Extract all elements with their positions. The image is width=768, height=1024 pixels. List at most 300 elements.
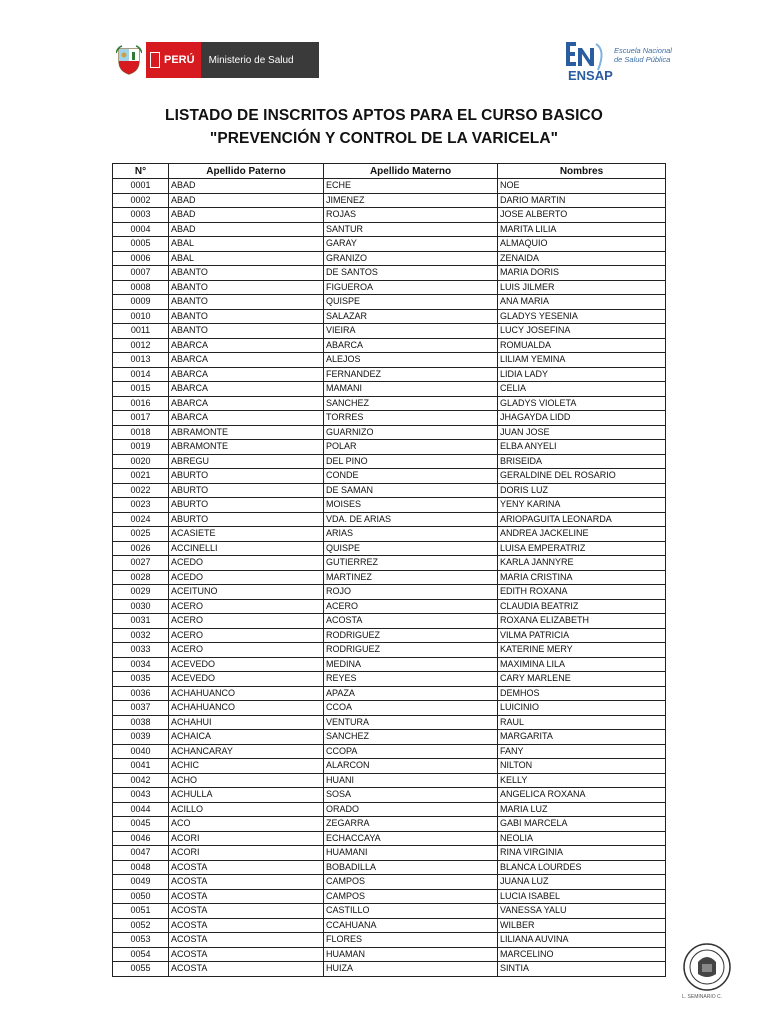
ensap-emblem-icon (562, 40, 614, 84)
cell-given-names: MARGARITA (498, 730, 666, 745)
cell-number: 0007 (113, 266, 169, 281)
cell-maternal-surname: QUISPE (324, 541, 498, 556)
cell-paternal-surname: ACEITUNO (169, 585, 324, 600)
cell-maternal-surname: SOSA (324, 788, 498, 803)
cell-given-names: RAUL (498, 715, 666, 730)
cell-paternal-surname: ACHAHUANCO (169, 686, 324, 701)
cell-number: 0037 (113, 701, 169, 716)
official-seal (682, 942, 732, 992)
table-row (113, 193, 666, 208)
cell-given-names: FANY (498, 744, 666, 759)
table-row (113, 382, 666, 397)
cell-maternal-surname: CCOA (324, 701, 498, 716)
cell-number: 0022 (113, 483, 169, 498)
ensap-name-line-2: de Salud Pública (614, 55, 671, 64)
table-row (113, 425, 666, 440)
table-row (113, 773, 666, 788)
table-row (113, 918, 666, 933)
cell-given-names: ROMUALDA (498, 338, 666, 353)
table-row (113, 179, 666, 194)
cell-given-names: JUANA LUZ (498, 875, 666, 890)
cell-maternal-surname: HUAMANI (324, 846, 498, 861)
cell-number: 0017 (113, 411, 169, 426)
cell-paternal-surname: ACASIETE (169, 527, 324, 542)
table-row (113, 933, 666, 948)
cell-given-names: LILIANA AUVINA (498, 933, 666, 948)
cell-paternal-surname: ACERO (169, 599, 324, 614)
cell-given-names: ANDREA JACKELINE (498, 527, 666, 542)
cell-paternal-surname: ACOSTA (169, 860, 324, 875)
cell-number: 0049 (113, 875, 169, 890)
cell-given-names: MARIA CRISTINA (498, 570, 666, 585)
country-label: PERÚ (164, 54, 195, 66)
cell-given-names: GLADYS YESENIA (498, 309, 666, 324)
cell-maternal-surname: HUANI (324, 773, 498, 788)
cell-paternal-surname: ABARCA (169, 411, 324, 426)
table-row (113, 280, 666, 295)
cell-number: 0036 (113, 686, 169, 701)
cell-paternal-surname: ACHANCARAY (169, 744, 324, 759)
cell-number: 0004 (113, 222, 169, 237)
table-row (113, 266, 666, 281)
cell-paternal-surname: ABURTO (169, 512, 324, 527)
cell-maternal-surname: GUARNIZO (324, 425, 498, 440)
cell-number: 0003 (113, 208, 169, 223)
cell-given-names: NOE (498, 179, 666, 194)
table-row (113, 527, 666, 542)
table-row (113, 614, 666, 629)
cell-maternal-surname: FIGUEROA (324, 280, 498, 295)
cell-number: 0030 (113, 599, 169, 614)
cell-given-names: DARIO MARTIN (498, 193, 666, 208)
ensap-name (614, 46, 672, 64)
ministry-label: Ministerio de Salud (208, 54, 294, 66)
table-row (113, 570, 666, 585)
ministry-brand-block (201, 42, 319, 78)
cell-number: 0012 (113, 338, 169, 353)
cell-paternal-surname: ACHAHUI (169, 715, 324, 730)
cell-given-names: KATERINE MERY (498, 643, 666, 658)
cell-paternal-surname: ABARCA (169, 353, 324, 368)
cell-paternal-surname: ABARCA (169, 396, 324, 411)
cell-maternal-surname: ECHACCAYA (324, 831, 498, 846)
cell-paternal-surname: ACHO (169, 773, 324, 788)
cell-paternal-surname: ABAD (169, 193, 324, 208)
cell-maternal-surname: VIEIRA (324, 324, 498, 339)
cell-number: 0005 (113, 237, 169, 252)
ensap-logo (562, 40, 682, 84)
column-header-number: N° (113, 164, 169, 179)
cell-maternal-surname: SANCHEZ (324, 396, 498, 411)
cell-number: 0052 (113, 918, 169, 933)
cell-paternal-surname: ACERO (169, 628, 324, 643)
cell-maternal-surname: RODRIGUEZ (324, 628, 498, 643)
cell-paternal-surname: ABURTO (169, 469, 324, 484)
cell-paternal-surname: ABURTO (169, 498, 324, 513)
cell-maternal-surname: JIMENEZ (324, 193, 498, 208)
cell-paternal-surname: ACEDO (169, 570, 324, 585)
cell-number: 0010 (113, 309, 169, 324)
cell-maternal-surname: CAMPOS (324, 875, 498, 890)
cell-given-names: VANESSA YALU (498, 904, 666, 919)
table-row (113, 585, 666, 600)
table-row (113, 440, 666, 455)
cell-given-names: CELIA (498, 382, 666, 397)
cell-paternal-surname: ABARCA (169, 367, 324, 382)
cell-given-names: ZENAIDA (498, 251, 666, 266)
cell-number: 0048 (113, 860, 169, 875)
cell-number: 0008 (113, 280, 169, 295)
cell-given-names: EDITH ROXANA (498, 585, 666, 600)
cell-number: 0051 (113, 904, 169, 919)
cell-given-names: LILIAM YEMINA (498, 353, 666, 368)
cell-number: 0055 (113, 962, 169, 977)
cell-maternal-surname: FERNANDEZ (324, 367, 498, 382)
cell-number: 0025 (113, 527, 169, 542)
table-header-row (113, 164, 666, 179)
cell-number: 0043 (113, 788, 169, 803)
cell-number: 0029 (113, 585, 169, 600)
cell-maternal-surname: APAZA (324, 686, 498, 701)
cell-paternal-surname: ACOSTA (169, 947, 324, 962)
cell-maternal-surname: CAMPOS (324, 889, 498, 904)
cell-given-names: LUCY JOSEFINA (498, 324, 666, 339)
cell-given-names: NILTON (498, 759, 666, 774)
cell-paternal-surname: ACOSTA (169, 962, 324, 977)
minsa-logo (112, 42, 319, 78)
cell-given-names: MARCELINO (498, 947, 666, 962)
cell-maternal-surname: DEL PINO (324, 454, 498, 469)
table-row (113, 759, 666, 774)
cell-given-names: SINTIA (498, 962, 666, 977)
cell-number: 0042 (113, 773, 169, 788)
cell-maternal-surname: MEDINA (324, 657, 498, 672)
cell-paternal-surname: ACHAHUANCO (169, 701, 324, 716)
cell-paternal-surname: ABANTO (169, 295, 324, 310)
seal-caption: L. SEMINARIO C. (682, 994, 723, 1000)
cell-number: 0053 (113, 933, 169, 948)
table-row (113, 295, 666, 310)
cell-number: 0015 (113, 382, 169, 397)
cell-maternal-surname: ABARCA (324, 338, 498, 353)
cell-number: 0024 (113, 512, 169, 527)
cell-maternal-surname: GUTIERREZ (324, 556, 498, 571)
cell-paternal-surname: ACORI (169, 846, 324, 861)
cell-maternal-surname: SANTUR (324, 222, 498, 237)
cell-given-names: DORIS LUZ (498, 483, 666, 498)
table-row (113, 512, 666, 527)
table-row (113, 556, 666, 571)
cell-number: 0047 (113, 846, 169, 861)
cell-number: 0023 (113, 498, 169, 513)
cell-given-names: NEOLIA (498, 831, 666, 846)
cell-given-names: GABI MARCELA (498, 817, 666, 832)
cell-number: 0006 (113, 251, 169, 266)
cell-given-names: JHAGAYDA LIDD (498, 411, 666, 426)
cell-paternal-surname: ACOSTA (169, 889, 324, 904)
document-title-line-2: "PREVENCIÓN Y CONTROL DE LA VARICELA" (209, 130, 559, 147)
cell-maternal-surname: BOBADILLA (324, 860, 498, 875)
cell-maternal-surname: DE SANTOS (324, 266, 498, 281)
cell-paternal-surname: ACHULLA (169, 788, 324, 803)
cell-maternal-surname: ALARCON (324, 759, 498, 774)
cell-given-names: GLADYS VIOLETA (498, 396, 666, 411)
cell-maternal-surname: ARIAS (324, 527, 498, 542)
cell-maternal-surname: GARAY (324, 237, 498, 252)
cell-paternal-surname: ABAD (169, 222, 324, 237)
cell-paternal-surname: ACHAICA (169, 730, 324, 745)
cell-paternal-surname: ACORI (169, 831, 324, 846)
cell-given-names: CARY MARLENE (498, 672, 666, 687)
cell-paternal-surname: ABRAMONTE (169, 425, 324, 440)
table-row (113, 483, 666, 498)
cell-paternal-surname: ABANTO (169, 309, 324, 324)
cell-maternal-surname: VENTURA (324, 715, 498, 730)
cell-number: 0026 (113, 541, 169, 556)
cell-given-names: YENY KARINA (498, 498, 666, 513)
column-header-paternal-surname: Apellido Paterno (169, 164, 324, 179)
cell-paternal-surname: ABARCA (169, 382, 324, 397)
cell-given-names: LUCIA ISABEL (498, 889, 666, 904)
cell-given-names: JUAN JOSE (498, 425, 666, 440)
cell-paternal-surname: ABANTO (169, 266, 324, 281)
peru-coat-of-arms-icon (112, 42, 146, 78)
cell-number: 0014 (113, 367, 169, 382)
cell-given-names: KELLY (498, 773, 666, 788)
table-row (113, 309, 666, 324)
cell-paternal-surname: ABAD (169, 179, 324, 194)
cell-number: 0041 (113, 759, 169, 774)
table-row (113, 788, 666, 803)
ensap-name-line-1: Escuela Nacional (614, 46, 672, 55)
cell-maternal-surname: ROJO (324, 585, 498, 600)
cell-number: 0027 (113, 556, 169, 571)
cell-maternal-surname: CCAHUANA (324, 918, 498, 933)
cell-number: 0038 (113, 715, 169, 730)
cell-maternal-surname: ORADO (324, 802, 498, 817)
cell-maternal-surname: QUISPE (324, 295, 498, 310)
cell-given-names: ALMAQUIO (498, 237, 666, 252)
table-row (113, 396, 666, 411)
cell-maternal-surname: CASTILLO (324, 904, 498, 919)
cell-number: 0021 (113, 469, 169, 484)
cell-maternal-surname: GRANIZO (324, 251, 498, 266)
cell-given-names: LUIS JILMER (498, 280, 666, 295)
cell-paternal-surname: ACCINELLI (169, 541, 324, 556)
cell-maternal-surname: CCOPA (324, 744, 498, 759)
cell-paternal-surname: ACEVEDO (169, 672, 324, 687)
table-row (113, 541, 666, 556)
cell-number: 0001 (113, 179, 169, 194)
ensap-acronym-text: ENSAP (568, 68, 613, 83)
document-title-line-1: LISTADO DE INSCRITOS APTOS PARA EL CURSO BASICO (165, 107, 603, 124)
cell-maternal-surname: ZEGARRA (324, 817, 498, 832)
cell-maternal-surname: DE SAMAN (324, 483, 498, 498)
cell-paternal-surname: ABANTO (169, 280, 324, 295)
cell-maternal-surname: RODRIGUEZ (324, 643, 498, 658)
cell-paternal-surname: ACILLO (169, 802, 324, 817)
cell-paternal-surname: ACHIC (169, 759, 324, 774)
cell-paternal-surname: ABURTO (169, 483, 324, 498)
table-row (113, 237, 666, 252)
table-row (113, 846, 666, 861)
cell-number: 0028 (113, 570, 169, 585)
table-row (113, 947, 666, 962)
table-row (113, 643, 666, 658)
table-row (113, 353, 666, 368)
cell-maternal-surname: MARTINEZ (324, 570, 498, 585)
cell-paternal-surname: ABREGU (169, 454, 324, 469)
cell-given-names: BLANCA LOURDES (498, 860, 666, 875)
cell-maternal-surname: SANCHEZ (324, 730, 498, 745)
column-header-maternal-surname: Apellido Materno (324, 164, 498, 179)
cell-given-names: WILBER (498, 918, 666, 933)
cell-given-names: MARIA LUZ (498, 802, 666, 817)
cell-paternal-surname: ABANTO (169, 324, 324, 339)
table-row (113, 222, 666, 237)
cell-given-names: ROXANA ELIZABETH (498, 614, 666, 629)
cell-number: 0035 (113, 672, 169, 687)
cell-maternal-surname: HUAMAN (324, 947, 498, 962)
table-row (113, 860, 666, 875)
table-row (113, 251, 666, 266)
cell-given-names: ANGELICA ROXANA (498, 788, 666, 803)
table-row (113, 672, 666, 687)
table-row (113, 208, 666, 223)
enrollee-table (112, 163, 666, 977)
cell-paternal-surname: ABRAMONTE (169, 440, 324, 455)
column-header-given-names: Nombres (498, 164, 666, 179)
cell-number: 0011 (113, 324, 169, 339)
cell-maternal-surname: ECHE (324, 179, 498, 194)
cell-number: 0002 (113, 193, 169, 208)
cell-maternal-surname: HUIZA (324, 962, 498, 977)
peru-mark-icon (150, 52, 160, 68)
cell-maternal-surname: ROJAS (324, 208, 498, 223)
cell-number: 0054 (113, 947, 169, 962)
cell-given-names: MAXIMINA LILA (498, 657, 666, 672)
table-row (113, 338, 666, 353)
cell-number: 0013 (113, 353, 169, 368)
cell-paternal-surname: ACOSTA (169, 904, 324, 919)
cell-given-names: GERALDINE DEL ROSARIO (498, 469, 666, 484)
cell-maternal-surname: REYES (324, 672, 498, 687)
cell-given-names: CLAUDIA BEATRIZ (498, 599, 666, 614)
cell-number: 0032 (113, 628, 169, 643)
cell-paternal-surname: ABAD (169, 208, 324, 223)
table-row (113, 802, 666, 817)
cell-given-names: RINA VIRGINIA (498, 846, 666, 861)
table-row (113, 686, 666, 701)
cell-maternal-surname: ACOSTA (324, 614, 498, 629)
cell-number: 0040 (113, 744, 169, 759)
cell-maternal-surname: SALAZAR (324, 309, 498, 324)
table-row (113, 701, 666, 716)
cell-number: 0046 (113, 831, 169, 846)
cell-maternal-surname: MAMANI (324, 382, 498, 397)
table-row (113, 657, 666, 672)
cell-paternal-surname: ABARCA (169, 338, 324, 353)
cell-given-names: KARLA JANNYRE (498, 556, 666, 571)
cell-number: 0050 (113, 889, 169, 904)
cell-number: 0016 (113, 396, 169, 411)
table-row (113, 628, 666, 643)
cell-given-names: ARIOPAGUITA LEONARDA (498, 512, 666, 527)
cell-number: 0019 (113, 440, 169, 455)
cell-given-names: MARITA LILIA (498, 222, 666, 237)
cell-maternal-surname: MOISES (324, 498, 498, 513)
table-row (113, 411, 666, 426)
cell-maternal-surname: CONDE (324, 469, 498, 484)
table-row (113, 324, 666, 339)
table-row (113, 599, 666, 614)
peru-brand-block (146, 42, 201, 78)
cell-maternal-surname: POLAR (324, 440, 498, 455)
cell-paternal-surname: ACOSTA (169, 933, 324, 948)
cell-paternal-surname: ACERO (169, 643, 324, 658)
table-row (113, 715, 666, 730)
cell-maternal-surname: TORRES (324, 411, 498, 426)
cell-maternal-surname: ACERO (324, 599, 498, 614)
cell-paternal-surname: ABAL (169, 251, 324, 266)
cell-paternal-surname: ACEVEDO (169, 657, 324, 672)
cell-paternal-surname: ACERO (169, 614, 324, 629)
cell-number: 0020 (113, 454, 169, 469)
table-row (113, 454, 666, 469)
cell-paternal-surname: ACEDO (169, 556, 324, 571)
cell-given-names: VILMA PATRICIA (498, 628, 666, 643)
cell-number: 0045 (113, 817, 169, 832)
cell-number: 0044 (113, 802, 169, 817)
cell-number: 0033 (113, 643, 169, 658)
cell-given-names: ELBA ANYELI (498, 440, 666, 455)
cell-given-names: ANA MARIA (498, 295, 666, 310)
cell-number: 0039 (113, 730, 169, 745)
cell-paternal-surname: ACOSTA (169, 918, 324, 933)
table-row (113, 498, 666, 513)
table-row (113, 817, 666, 832)
cell-given-names: LUISA EMPERATRIZ (498, 541, 666, 556)
table-row (113, 904, 666, 919)
cell-given-names: JOSE ALBERTO (498, 208, 666, 223)
seal-stamp-icon (682, 942, 732, 992)
cell-given-names: LUICINIO (498, 701, 666, 716)
table-row (113, 469, 666, 484)
cell-given-names: BRISEIDA (498, 454, 666, 469)
cell-given-names: DEMHOS (498, 686, 666, 701)
cell-paternal-surname: ACO (169, 817, 324, 832)
table-row (113, 962, 666, 977)
cell-maternal-surname: FLORES (324, 933, 498, 948)
table-row (113, 875, 666, 890)
cell-number: 0031 (113, 614, 169, 629)
table-body (113, 179, 666, 977)
cell-number: 0009 (113, 295, 169, 310)
cell-given-names: LIDIA LADY (498, 367, 666, 382)
cell-number: 0018 (113, 425, 169, 440)
cell-maternal-surname: VDA. DE ARIAS (324, 512, 498, 527)
table-row (113, 367, 666, 382)
cell-paternal-surname: ACOSTA (169, 875, 324, 890)
table-row (113, 889, 666, 904)
table-row (113, 831, 666, 846)
table-row (113, 730, 666, 745)
cell-given-names: MARIA DORIS (498, 266, 666, 281)
cell-maternal-surname: ALEJOS (324, 353, 498, 368)
cell-paternal-surname: ABAL (169, 237, 324, 252)
table-row (113, 744, 666, 759)
cell-number: 0034 (113, 657, 169, 672)
